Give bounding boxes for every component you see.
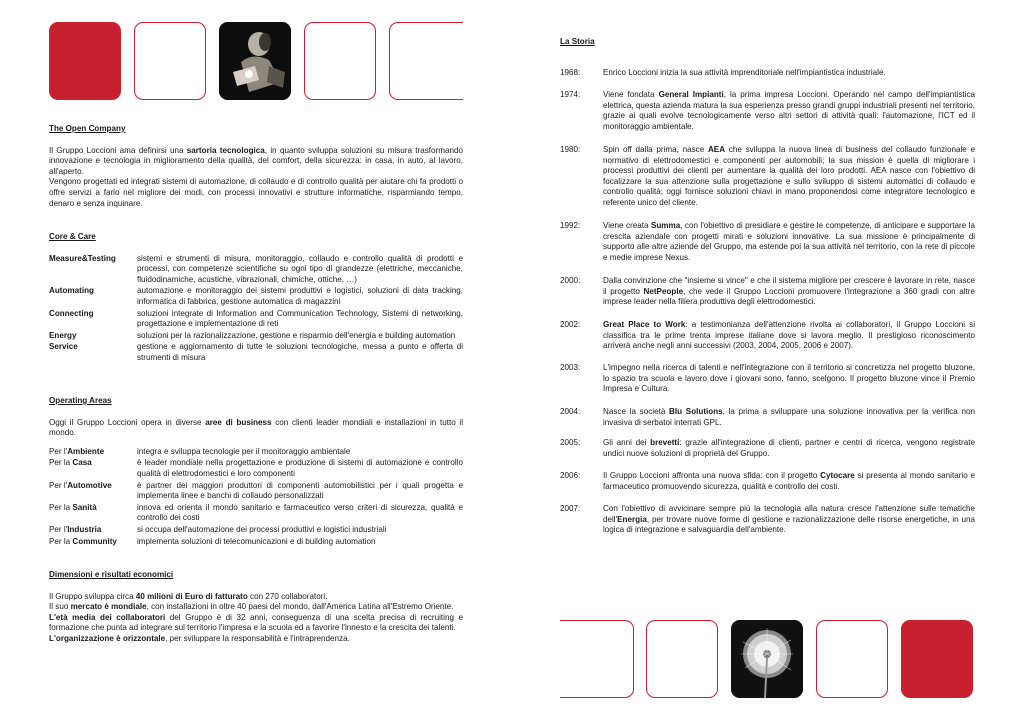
history-text [603, 363, 975, 395]
dandelion-photo-icon [731, 620, 803, 698]
history-year: 2002: [560, 320, 581, 329]
area-item [49, 447, 463, 458]
history-text-bold: Energia [617, 514, 647, 524]
history-year: 2007: [560, 504, 581, 513]
history-entry [560, 363, 975, 395]
history-text-a: Con l'obiettivo di avvicinare sempre più la tecnologia alla natura cresce l'attenzione sulle tematiche dell' [603, 504, 975, 524]
history-year: 1974: [560, 90, 581, 99]
history-text-c: , la prima impresa Loccioni. Operando nel campo dell'impiantistica elettrica, questa azienda matura la sua esperienza presso grandi gruppi industriali presenti nel territorio, grazie ai quali evolve tecnologicamente verso altri settori di attività quali: l'automazione, l'ICT ed il monitoraggio ambientale. [603, 90, 975, 131]
core-item [49, 254, 463, 286]
history-text-a: Viene creata [603, 221, 651, 230]
history-text-a: Viene fondata [603, 90, 659, 99]
area-item-desc: implementa soluzioni di telecomunicazioni e di building automation [137, 536, 376, 546]
history-year: 2003: [560, 363, 581, 372]
area-prefix: Per la [49, 502, 73, 512]
red-tile [49, 22, 121, 100]
history-text-bold: NetPeople [643, 286, 684, 296]
core-item [49, 342, 463, 363]
technician-photo-icon [219, 22, 291, 100]
history-text [603, 320, 975, 352]
area-item-desc: innova ed orienta il mondo sanitario e farmaceutico verso criteri di sicurezza, qualità e controllo dei costi [137, 502, 463, 523]
area-name: Sanità [72, 502, 97, 512]
paragraph: Il suo mercato è mondiale, con installazioni in oltre 40 paesi del mondo, dall'America Latina all'Estremo Oriente. [49, 602, 454, 612]
area-item-desc: è partner dei maggiori produttori di componenti automobilistici per i quali progetta e implementa linee e banchi di collaudo personalizzati [137, 480, 463, 501]
history-entry [560, 145, 975, 209]
core-item-desc: sistemi e strumenti di misura, monitoraggio, collaudo e controllo qualità di prodotti e processi, con competenze scientifiche su ogni tipo di grandezze (elettriche, meccaniche, fluidodinamiche, acustiche, vibrazionali, chimiche, ottiche, …) [137, 253, 463, 284]
paragraph: Vengono progettati ed integrati sistemi di automazione, di collaudo e di controllo qualità per aiutare chi fa prodotti o offre servizi a farlo nel migliore dei modi, con processi innovativi e strutture informatiche, risparmiando tempo, denaro e senza inquinare. [49, 177, 463, 208]
history-entry [560, 504, 975, 536]
history-text-a: Il Gruppo Loccioni affronta una nuova sfida: con il progetto [603, 471, 821, 480]
section-title: Operating Areas [49, 396, 112, 405]
area-item [49, 458, 463, 479]
history-entry [560, 438, 975, 459]
area-item-key [49, 481, 137, 492]
history-text-bold: General Impianti [658, 90, 724, 99]
history-text-c: che sviluppa la nuova linea di business del collaudo funzionale e normativo di elettrodomestici e componenti per automobili; la sua mission è quella di migliorare i processi produttivi dei clienti per aumentare la qualità dei loro prodotti. AEA nasce con l'obiettivo di focalizzare la sua attenzione sulla progettazione e sullo sviluppo di sistemi automatici di collaudo e controllo qualità; oggi fornisce soluzioni chiavi in mano proponendosi come integratore tecnologico e referente unico del cliente. [603, 145, 976, 207]
history-text [603, 471, 975, 492]
history-year: 2000: [560, 276, 581, 285]
outline-tile [304, 22, 376, 100]
areas-list [49, 447, 463, 547]
photo-tile-dandelion [731, 620, 803, 698]
history-text-bold: Blu Solutions [669, 407, 723, 416]
history-text [603, 504, 975, 536]
area-prefix: Per la [49, 458, 73, 468]
section-title: Core & Care [49, 232, 96, 241]
area-prefix: Per l' [49, 524, 68, 534]
area-item [49, 481, 463, 502]
section-open-company [49, 124, 463, 209]
history-year: 1968: [560, 68, 581, 77]
core-item-desc: soluzioni per la razionalizzazione, gestione e risparmio dell'energia e building automation [137, 330, 456, 340]
history-text [603, 221, 975, 263]
core-item-key: Energy [49, 330, 77, 340]
history-text-a: L'impegno nella ricerca di talenti e nell'integrazione con il territorio si concretizza nel progetto bluzone, lo spazio tra scuola e lavoro dove i giovani sono, fanno, scelgono. Il progetto bluzone vince il Premio Impresa e Cultura. [603, 363, 975, 394]
area-item-key [49, 525, 137, 536]
area-item [49, 525, 463, 536]
section-title: Dimensioni e risultati economici [49, 570, 174, 579]
history-text-c: , per trovare nuove forme di gestione e razionalizzazione delle risorse energetiche, in una logica di integrazione e salvaguardia dell'ambiente. [603, 514, 975, 535]
photo-tile-technician [219, 22, 291, 100]
history-text-bold: Cytocare [820, 471, 855, 480]
outline-tile [646, 620, 718, 698]
history-text-bold: brevetti [650, 438, 680, 447]
paragraph: Il Gruppo sviluppa circa 40 milioni di Euro di fatturato con 270 collaboratori. [49, 591, 328, 601]
outline-tile [134, 22, 206, 100]
paragraph: L'organizzazione è orizzontale, per sviluppare la responsabilità e l'intraprendenza. [49, 633, 350, 643]
section-title: La Storia [560, 37, 595, 46]
history-text-bold: Great Place to Work [603, 320, 686, 329]
area-prefix: Per la [49, 536, 73, 546]
history-text-c: : a testimonianza dell'attenzione rivolta ai collaboratori, il Gruppo Loccioni si classifica tra le prime trenta imprese italiane dove si lavora meglio. Il prestigioso riconoscimento arriverà anche negli anni successivi (2003, 2004, 2005, 2006 e 2007). [603, 320, 975, 351]
area-prefix: Per l' [49, 446, 68, 456]
area-item-key [49, 537, 137, 548]
history-text-c: si presenta al mondo sanitario e farmaceutico promuovendo sicurezza, qualità e controllo dei costi. [603, 471, 975, 491]
history-year: 1992: [560, 221, 581, 230]
history-text [603, 276, 975, 308]
paragraph: Il Gruppo Loccioni ama definirsi una sartoria tecnologica, in quanto sviluppa soluzioni su misura trasformando innovazione e tecnologia in miglioramento della qualità, del comfort, della sicurezza: in casa, in auto, al lavoro, all'aperto. [49, 145, 463, 176]
core-item-key: Service [49, 342, 78, 352]
history-entry [560, 90, 975, 132]
history-entry [560, 221, 975, 263]
history-text [603, 145, 975, 209]
history-year: 1980: [560, 145, 581, 154]
history-text-a: Enrico Loccioni inizia la sua attività imprenditoriale nell'impiantistica industriale. [603, 68, 886, 77]
area-name: Industria [67, 524, 102, 534]
core-item-key: Connecting [49, 308, 94, 318]
core-list [49, 254, 463, 364]
area-item [49, 503, 463, 524]
area-name: Casa [72, 458, 92, 468]
history-entry [560, 276, 975, 308]
section-core-care [49, 232, 463, 365]
area-item-key [49, 447, 137, 458]
outline-tile-partial [560, 620, 634, 698]
paragraph: Oggi il Gruppo Loccioni opera in diverse aree di business con clienti leader mondiali e installazioni in tutto il mondo. [49, 417, 464, 438]
history-text [603, 407, 975, 428]
history-year: 2005: [560, 438, 581, 447]
history-text-bold: Summa [650, 221, 681, 230]
area-name: Community [72, 536, 117, 546]
area-item-desc: è leader mondiale nella progettazione e produzione di sistemi di automazione e controllo qualità di elettrodomestici e loro componenti [137, 458, 463, 478]
history-text [603, 438, 975, 459]
history-text [603, 68, 975, 79]
history-text-c: , con l'obiettivo di presidiare e gestire le competenze, di anticipare e supportare la crescita aziendale con progetti mirati e soluzioni innovative. La sua missione è principalmente di supporto alle altre aziende del Gruppo, ma estende poi la sua attività nel territorio, con la rete di piccole e medie imprese Nexus. [603, 221, 976, 262]
paragraph: L'età media dei collaboratori del Gruppo è di 32 anni, conseguenza di una scelta precisa di recruiting e formazione che punta ad integrare sul territorio l'impresa e la scuola ed a favorire l'innesto e la crescita dei talenti. [49, 612, 463, 633]
core-item-desc: gestione e aggiornamento di tutte le soluzioni tecnologiche, messa a punto e offerta di strumenti di misura [137, 342, 463, 362]
area-item-key [49, 503, 137, 514]
history-list [560, 0, 975, 724]
top-tile-strip [0, 22, 512, 102]
history-text-a: Dalla convinzione che "insieme si vince" e che il sistema migliore per crescere è lavorare in rete, nasce il progetto [603, 276, 975, 296]
core-item-desc: automazione e monitoraggio dei sistemi produttivi e logistici, soluzioni di data tracking, informatica di fabbrica, gestione automatica di magazzini [137, 286, 463, 306]
section-operating-areas [49, 396, 463, 548]
history-entry [560, 471, 975, 492]
area-name: Ambiente [67, 446, 105, 456]
area-item-desc: si occupa dell'automazione dei processi produttivi e logistici industriali [137, 524, 387, 534]
history-text-a: Spin off dalla prima, nasce [603, 145, 708, 154]
core-item-key: Automating [49, 286, 94, 296]
history-year: 2004: [560, 407, 581, 416]
red-tile [901, 620, 973, 698]
core-item [49, 331, 463, 342]
history-entry [560, 68, 975, 79]
bottom-tile-strip [512, 620, 1024, 700]
history-text-c: : grazie all'integrazione di clienti, partner e centri di ricerca, vengono registrate undici nuove soluzioni di proprietà del Gruppo. [603, 438, 975, 458]
history-entry [560, 407, 975, 428]
area-item [49, 537, 463, 548]
section-title: The Open Company [49, 124, 126, 133]
history-text [603, 90, 975, 132]
core-item-key: Measure&Testing [49, 253, 116, 263]
area-item-key [49, 458, 137, 469]
area-name: Automotive [67, 480, 112, 490]
history-text-c: , la prima a sviluppare una soluzione innovativa per la verifica non invasiva di serbatoi interrati GPL. [603, 407, 976, 427]
area-prefix: Per l' [49, 480, 68, 490]
history-text-a: Nasce la società [603, 407, 670, 416]
core-item-desc: soluzioni integrate di Information and Communication Technology, Sistemi di networking, progettazione e implementazione di reti [137, 308, 463, 329]
core-item [49, 309, 463, 330]
section-dimensions [49, 570, 463, 645]
outline-tile [816, 620, 888, 698]
history-year: 2006: [560, 471, 581, 480]
area-item-desc: integra e sviluppa tecnologie per il monitoraggio ambientale [137, 446, 351, 456]
history-text-c: , che vede il Gruppo Loccioni promuovere l'integrazione a 360 gradi con altre imprese leader nella filiera produttiva degli elettrodomestici. [603, 286, 975, 307]
history-text-a: Gli anni dei [603, 438, 651, 447]
history-entry [560, 320, 975, 352]
core-item [49, 286, 463, 307]
history-text-bold: AEA [707, 145, 726, 154]
outline-tile-partial [389, 22, 463, 100]
